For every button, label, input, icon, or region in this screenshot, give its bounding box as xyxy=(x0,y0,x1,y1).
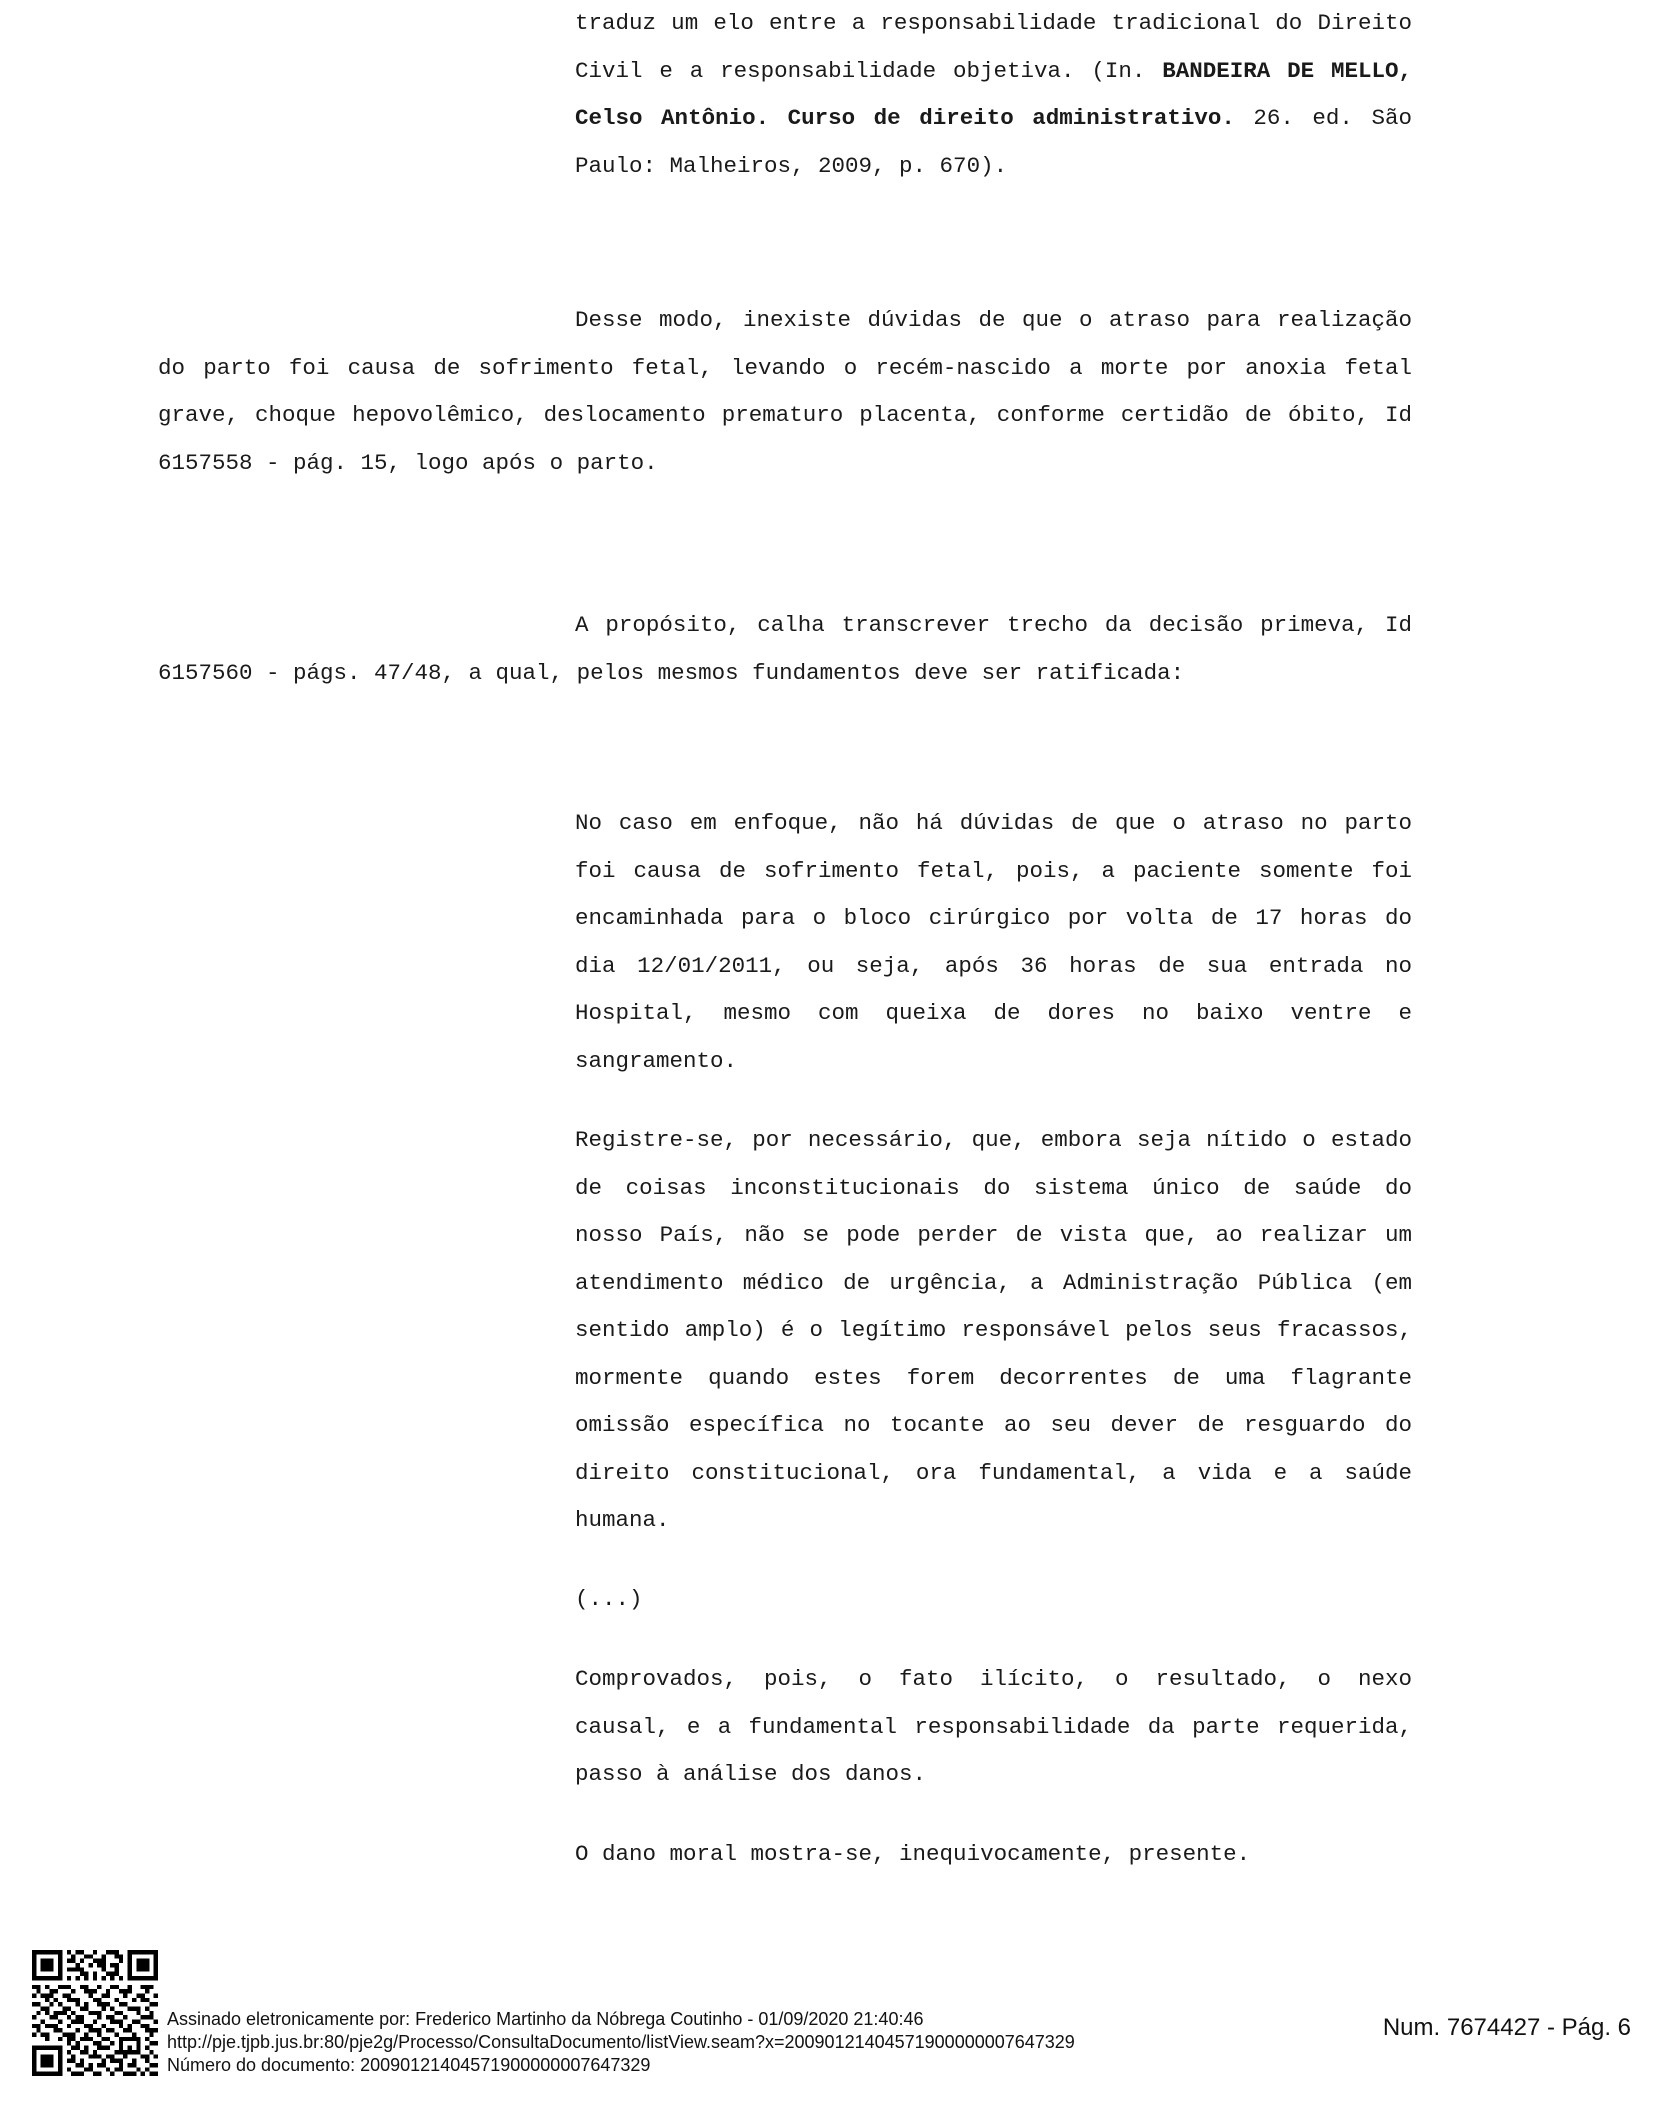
quoted-decision-2: Registre-se, por necessário, que, embora seja nítido o estado de coisas inconstitucionais do sistema único de saúde do nosso País, não se pode perder de vista que, ao realizar um atendimento médico de urgência, a Administração Pública (em sentido amplo) é o legítimo responsável pelos seus fracassos, mormente quando estes forem decorrentes de uma flagrante omissão específica no tocante ao seu dever de resguardo do direito constitucional, ora fundamental, a vida e a saúde humana. xyxy=(575,1127,1412,1533)
quoted-decision-3: Comprovados, pois, o fato ilícito, o resultado, o nexo causal, e a fundamental responsabilidade da parte requerida, passo à análise dos danos. xyxy=(575,1666,1412,1787)
quote-intro-text: traduz um elo entre a responsabilidade tradicional do Direito Civil e a responsabilidade objetiva. (In. xyxy=(575,10,1412,84)
quoted-decision-ellipsis: (...) xyxy=(575,1586,643,1612)
quote-intro-rest: 26. ed. São Paulo: Malheiros, 2009, p. 670). xyxy=(575,105,1412,179)
page-number: Num. 7674427 - Pág. 6 xyxy=(1382,2014,1631,2041)
qr-code-icon xyxy=(32,1950,158,2076)
quote-intro-citation: BANDEIRA DE MELLO, Celso Antônio. Curso de direito administrativo. xyxy=(575,57,1413,131)
signature-info xyxy=(167,2008,1075,2077)
quote-intro xyxy=(575,0,1412,190)
document-number-text: Número do documento: 20090121404571900000007647329 xyxy=(167,2055,651,2075)
signed-by-text: Assinado eletronicamente por: Frederico Martinho da Nóbrega Coutinho - 01/09/2020 21:40:46 xyxy=(167,2009,924,2029)
quoted-decision-4: O dano moral mostra-se, inequivocamente, presente. xyxy=(575,1841,1251,1867)
signature-footer xyxy=(0,1950,1653,2080)
paragraph-1: Desse modo, inexiste dúvidas de que o atraso para realização do parto foi causa de sofrimento fetal, levando o recém-nascido a morte por anoxia fetal grave, choque hepovolêmico, deslocamento prematuro placenta, conforme certidão de óbito, Id 6157558 - pág. 15, logo após o parto. xyxy=(158,307,1412,476)
document-url-link[interactable]: http://pje.tjpb.jus.br:80/pje2g/Processo/ConsultaDocumento/listView.seam?x=20090121404571900000007647329 xyxy=(167,2032,1075,2052)
paragraph-2: A propósito, calha transcrever trecho da decisão primeva, Id 6157560 - págs. 47/48, a qual, pelos mesmos fundamentos deve ser ratificada: xyxy=(158,612,1412,686)
quoted-decision-1: No caso em enfoque, não há dúvidas de que o atraso no parto foi causa de sofrimento fetal, pois, a paciente somente foi encaminhada para o bloco cirúrgico por volta de 17 horas do dia 12/01/2011, ou seja, após 36 horas de sua entrada no Hospital, mesmo com queixa de dores no baixo ventre e sangramento. xyxy=(575,810,1412,1074)
